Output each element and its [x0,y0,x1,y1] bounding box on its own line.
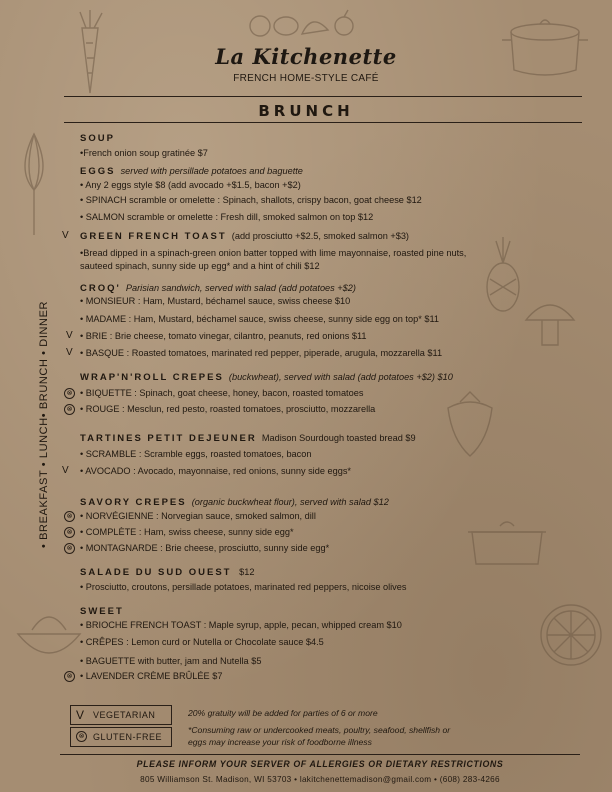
vegetarian-mark-icon: V [62,465,69,476]
salade-price: $12 [239,567,255,577]
croq-item-2: • MADAME : Ham, Mustard, béchamel sauce, swiss cheese, sunny side egg on top* $11 [80,314,439,324]
croq-heading-line [80,283,356,294]
raw-food-warning-1: *Consuming raw or undercooked meats, poultry, seafood, shellfish or [188,725,451,735]
gft-desc-1: •Bread dipped in a spinach-green onion batter topped with lime mayonnaise, roasted pine nuts, [80,248,467,258]
savory-item-3: • MONTAGNARDE : Brie cheese, prosciutto, sunny side egg* [80,543,330,553]
savory-item-1: • NORVÉGIENNE : Norvegian sauce, smoked salmon, dill [80,511,316,521]
gluten-free-mark-icon: ⊗ [64,671,75,682]
wrap-heading-line [80,372,453,383]
soup-heading: SOUP [80,133,115,144]
savory-heading-line [80,497,389,508]
vegetarian-legend-icon: V [76,708,85,722]
tartines-item-2: • AVOCADO : Avocado, mayonnaise, red onions, sunny side eggs* [80,466,351,476]
tartines-note: Madison Sourdough toasted bread $9 [261,433,416,443]
soup-item: •French onion soup gratinée $7 [80,148,208,158]
eggs-heading: EGGS [80,166,116,177]
section-title: BRUNCH [258,102,354,120]
raw-food-warning-2: eggs may increase your risk of foodborne illness [188,737,372,747]
croq-item-1: • MONSIEUR : Ham, Mustard, béchamel sauce, swiss cheese $10 [80,296,351,306]
sweet-item-1: • BRIOCHE FRENCH TOAST : Maple syrup, apple, pecan, whipped cream $10 [80,620,402,630]
vegetarian-mark-icon: V [62,230,69,241]
eggs-item-1: • Any 2 eggs style $8 (add avocado +$1.5, bacon +$2) [80,180,301,190]
gluten-free-mark-icon: ⊗ [64,543,75,554]
sweet-item-3: • BAGUETTE with butter, jam and Nutella $5 [80,656,262,666]
eggs-note: served with persillade potatoes and baguette [120,166,303,176]
tartines-item-1: • SCRAMBLE : Scramble eggs, roasted tomatoes, bacon [80,449,312,459]
legend-gluten-free-label: GLUTEN-FREE [93,732,163,742]
gft-desc-2: sauteed spinach, sunny side up egg* and a hint of chili $12 [80,261,320,271]
croq-item-4: • BASQUE : Roasted tomatoes, marinated red pepper, piperade, arugula, mozzarella $11 [80,348,443,358]
veggies-doodle-icon [240,6,370,40]
savory-note: (organic buckwheat flour), served with salad $12 [191,497,389,507]
allergy-notice: PLEASE INFORM YOUR SERVER OF ALLERGIES OR DIETARY RESTRICTIONS [136,759,504,769]
brand-subtitle: FRENCH HOME-STYLE CAFÉ [233,73,379,84]
sweet-item-2: • CRÊPES : Lemon curd or Nutella or Chocolate sauce $4.5 [80,637,324,647]
sweet-heading: SWEET [80,606,124,617]
wrap-item-1: • BIQUETTE : Spinach, goat cheese, honey, bacon, roasted tomatoes [80,388,364,398]
gluten-free-legend-icon: ⊗ [76,731,87,742]
header-rule-top [64,96,582,97]
gluten-free-mark-icon: ⊗ [64,511,75,522]
gluten-free-mark-icon: ⊗ [64,527,75,538]
croq-item-3: • BRIE : Brie cheese, tomato vinegar, cilantro, peanuts, red onions $11 [80,331,367,341]
croq-heading: CROQ' [80,283,121,294]
wrap-heading: WRAP'N'ROLL CREPES [80,372,224,383]
casserole-doodle-icon [462,510,552,570]
whisk-doodle-icon [14,130,54,240]
tartines-heading: TARTINES PETIT DEJEUNER [80,433,257,444]
lemon-slice-doodle-icon [536,600,606,670]
salade-item: • Prosciutto, croutons, persillade potatoes, marinated red peppers, nicoise olives [80,582,407,592]
salade-heading-line [80,567,255,578]
strawberry-doodle-icon [440,390,500,460]
savory-heading: SAVORY CREPES [80,497,187,508]
wrap-item-2: • ROUGE : Mesclun, red pesto, roasted tomatoes, prosciutto, mozzarella [80,404,376,414]
sweet-item-4: • LAVENDER CRÈME BRÛLÉE $7 [80,671,223,681]
header-rule-bottom [64,122,582,123]
eggs-item-2: • SPINACH scramble or omelette : Spinach, shallots, crispy bacon, goat cheese $12 [80,195,422,205]
tartines-heading-line [80,433,416,444]
brand-name: La Kitchenette [215,44,397,69]
vegetarian-mark-icon: V [66,330,73,341]
bowl-doodle-icon [14,610,84,670]
legend-vegetarian-label: VEGETARIAN [93,710,156,720]
gratuity-note: 20% gratuity will be added for parties of 6 or more [188,708,378,718]
vegetarian-mark-icon: V [66,347,73,358]
salade-heading: SALADE DU SUD OUEST [80,567,232,578]
wrap-note: (buckwheat), served with salad (add potatoes +$2) $10 [228,372,453,382]
gluten-free-mark-icon: ⊗ [64,388,75,399]
gft-heading-line [80,231,409,242]
gft-note: (add prosciutto +$2.5, smoked salmon +$3) [231,231,409,241]
eggs-heading-line [80,166,303,177]
gluten-free-mark-icon: ⊗ [64,404,75,415]
savory-item-2: • COMPLÈTE : Ham, swiss cheese, sunny side egg* [80,527,294,537]
pineapple-doodle-icon [478,235,528,315]
mushroom-doodle-icon [520,290,580,350]
vertical-sidebar-text: • BREAKFAST • LUNCH• BRUNCH • DINNER [38,300,50,548]
eggs-item-3: • SALMON scramble or omelette : Fresh dill, smoked salmon on top $12 [80,212,374,222]
contact-info: 805 Williamson St. Madison, WI 53703 • lakitchenettemadison@gmail.com • (608) 283-4266 [140,775,500,784]
gft-heading: GREEN FRENCH TOAST [80,231,227,242]
footer-rule [60,754,580,755]
croq-note: Parisian sandwich, served with salad (add potatoes +$2) [125,283,356,293]
